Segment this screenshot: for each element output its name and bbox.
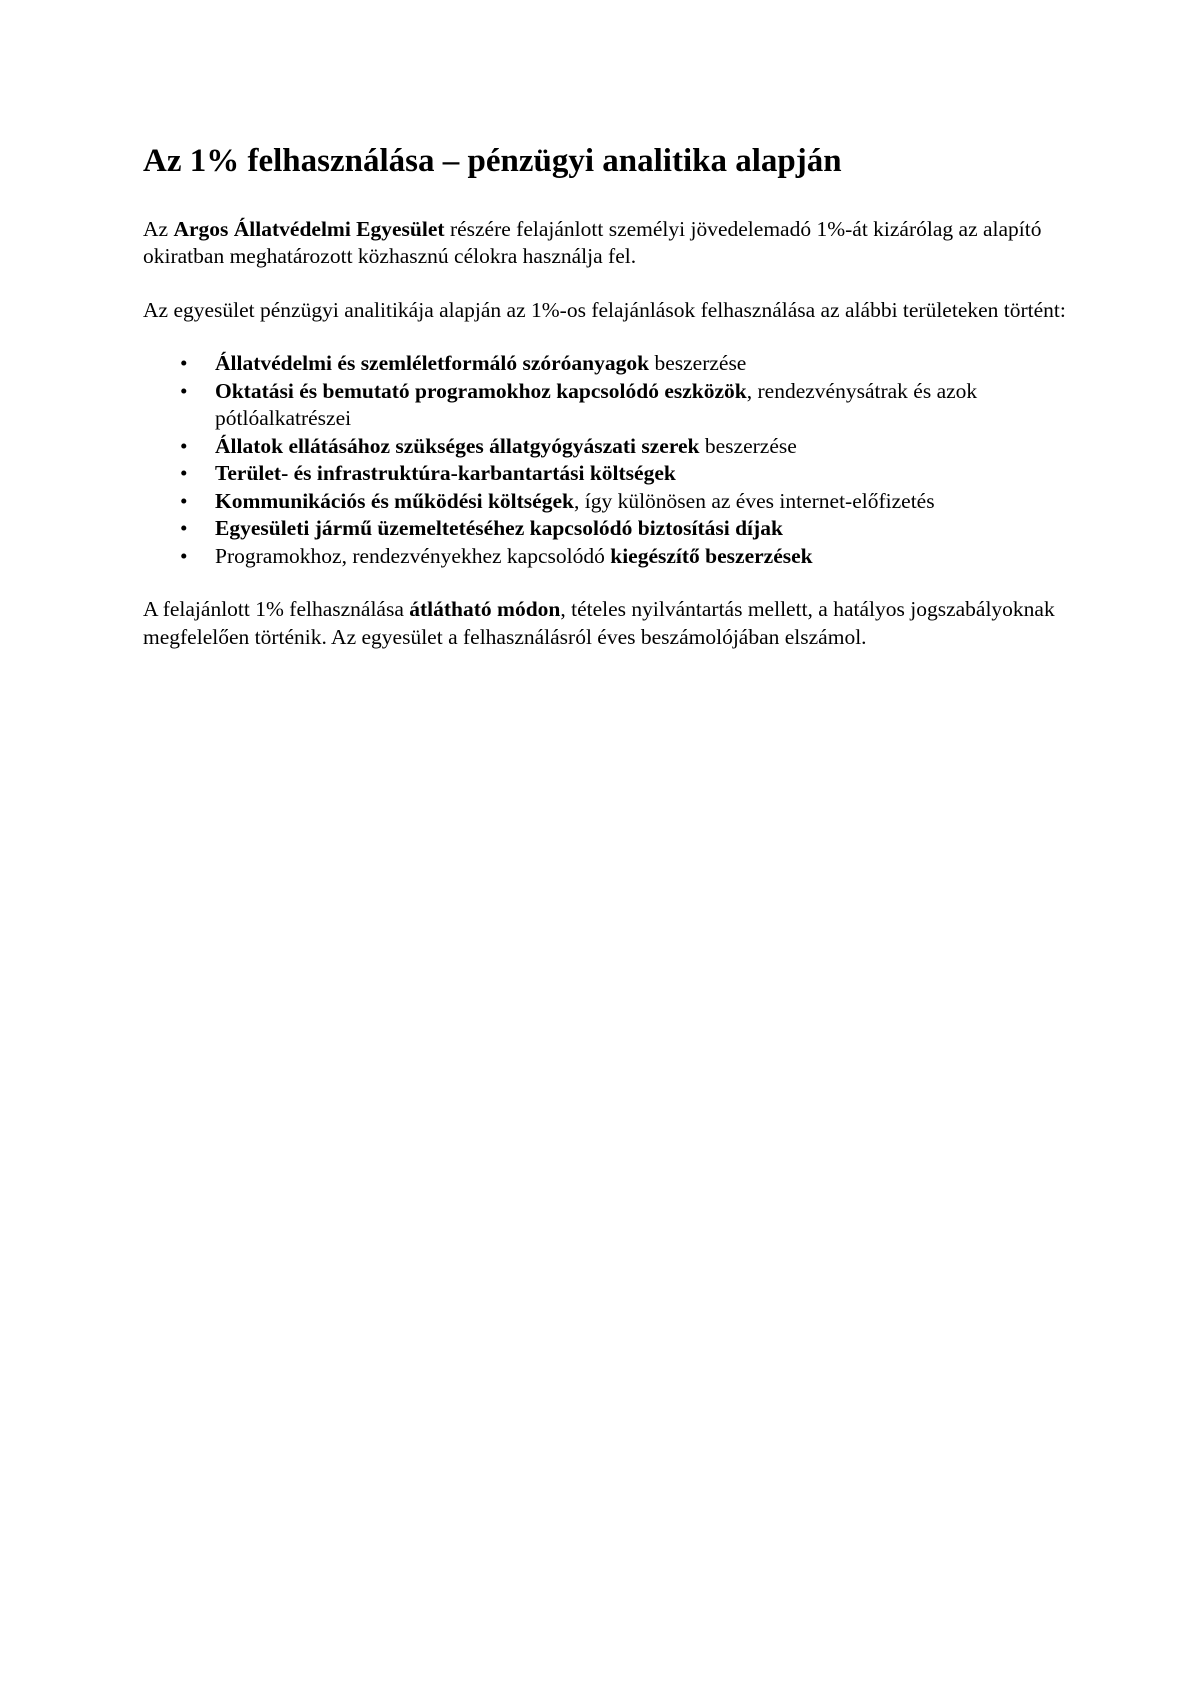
closing-emphasis: átlátható módon — [409, 597, 561, 622]
item-text-bold: kiegészítő beszerzések — [610, 543, 813, 568]
item-text-after: beszerzése — [649, 351, 747, 376]
bullet-icon: • — [180, 516, 188, 541]
organization-name: Argos Állatvédelmi Egyesület — [173, 216, 445, 241]
page-title: Az 1% felhasználása – pénzügyi analitika alapján — [143, 143, 842, 179]
list-item — [180, 433, 1090, 461]
item-text-after: , így különösen az éves internet-előfizetés — [573, 488, 935, 513]
list-item — [180, 543, 1090, 571]
bullet-icon: • — [180, 488, 188, 513]
list-item — [180, 350, 1090, 378]
bullet-icon: • — [180, 543, 188, 568]
intro-suffix: részére felajánlott személyi jövedelemadó 1%-át kizárólag az alapító okiratban meghatározott közhasznú célokra használja fel. — [143, 216, 1042, 269]
item-text-bold: Oktatási és bemutató programokhoz kapcsolódó eszközök — [215, 378, 747, 403]
bullet-icon: • — [180, 433, 188, 458]
bullet-icon: • — [180, 378, 188, 403]
list-item — [180, 378, 1090, 433]
item-text-bold: Egyesületi jármű üzemeltetéséhez kapcsolódó biztosítási díjak — [215, 516, 783, 541]
intro-prefix: Az — [143, 216, 174, 241]
item-text-bold: Terület- és infrastruktúra-karbantartási költségek — [215, 461, 676, 486]
item-text-bold: Állatvédelmi és szemléletformáló szóróanyagok — [215, 351, 650, 376]
bullet-icon: • — [180, 351, 188, 376]
item-text-bold: Állatok ellátásához szükséges állatgyógyászati szerek — [215, 433, 700, 458]
list-item — [180, 488, 1090, 516]
item-text-before: Programokhoz, rendezvényekhez kapcsolódó — [215, 543, 611, 568]
item-text-bold: Kommunikációs és működési költségek — [215, 488, 574, 513]
list-item — [180, 515, 1090, 543]
item-text-after: beszerzése — [699, 433, 797, 458]
closing-suffix: , tételes nyilvántartás mellett, a hatályos jogszabályoknak megfelelően történik. Az egyesület a felhasználásról éves beszámolójában elszámol. — [143, 597, 1055, 649]
usage-list — [143, 350, 1090, 570]
closing-paragraph — [143, 596, 1090, 651]
list-item — [180, 460, 1090, 488]
closing-prefix: A felajánlott 1% felhasználása — [143, 597, 410, 622]
analytics-paragraph: Az egyesület pénzügyi analitikája alapján az 1%-os felajánlások felhasználása az alábbi területeken történt: — [143, 297, 1066, 322]
item-text-after: , rendezvénysátrak és azok pótlóalkatrészei — [215, 378, 978, 431]
bullet-icon: • — [180, 461, 188, 486]
intro-paragraph — [143, 216, 1090, 271]
